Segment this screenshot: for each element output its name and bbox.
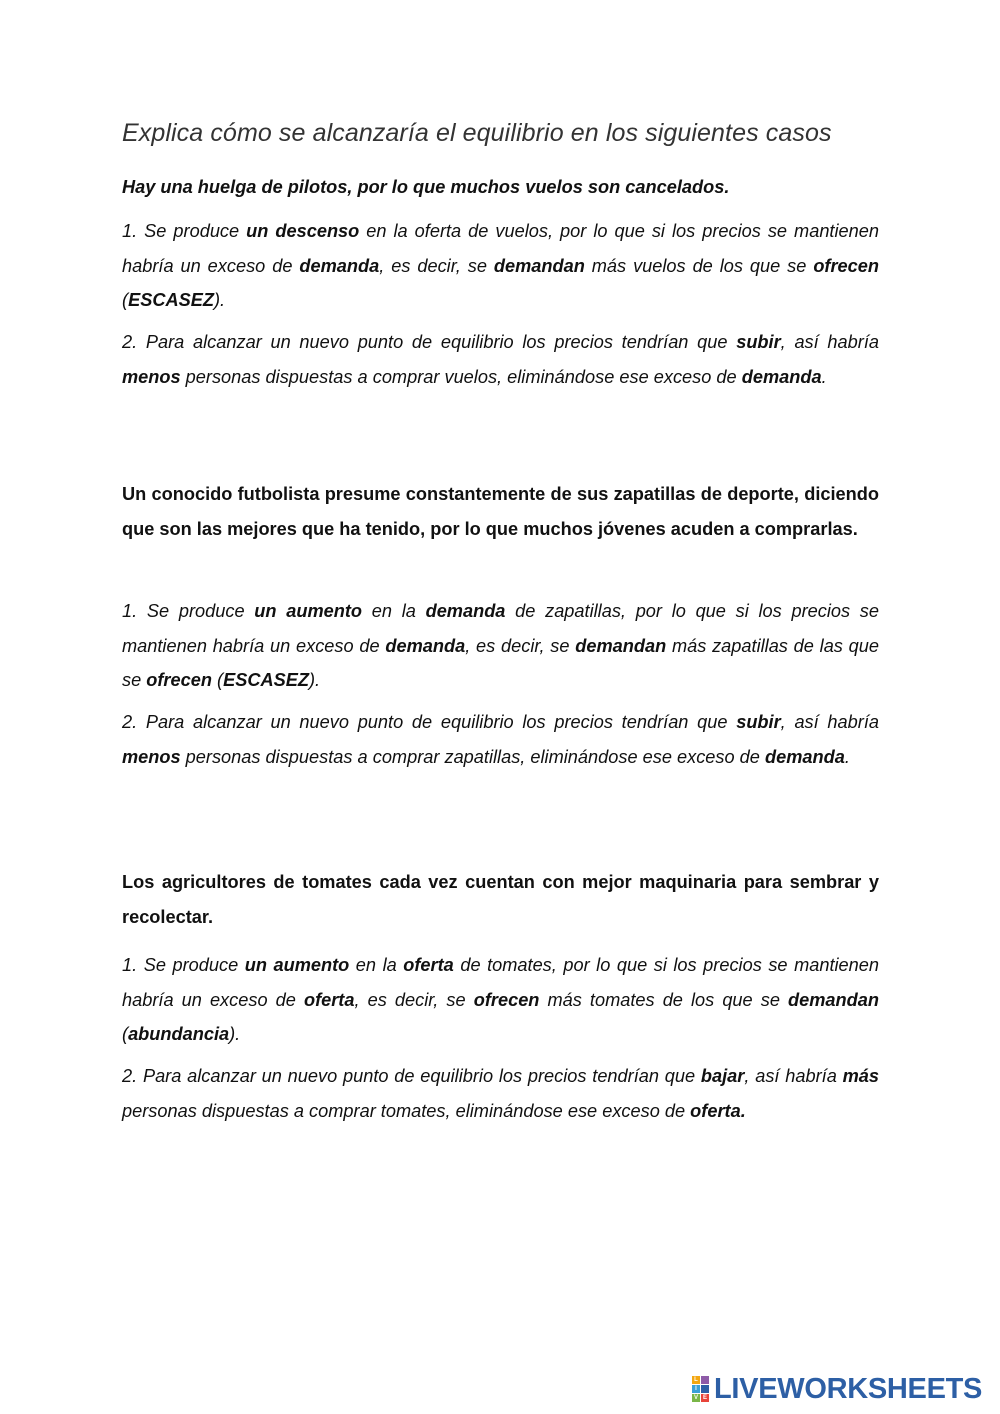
case-1-answer-2 (122, 325, 879, 394)
logo-block: E (702, 1395, 707, 1401)
page-title: Explica cómo se alcanzaría el equilibrio en los siguientes casos (122, 119, 832, 147)
case-2-answer-1 (122, 594, 879, 698)
body-text: , es decir, se (354, 989, 474, 1010)
emphasis-text: menos (122, 746, 181, 767)
body-text: de tomates, por lo que si los precios se mantienen habría un exceso de (122, 955, 880, 1010)
logo-block: V (693, 1395, 698, 1401)
case-3-answer-1 (122, 948, 879, 1052)
body-text: ( (122, 1024, 129, 1044)
logo-blocks-icon (692, 1376, 709, 1402)
body-text: más vuelos de los que se (584, 255, 814, 276)
body-text: , es decir, se (465, 635, 576, 656)
body-text: 2. Para alcanzar un nuevo punto de equilibrio los precios tendrían que (122, 1066, 701, 1086)
emphasis-text: ofrecen (146, 670, 212, 690)
emphasis-text: demanda (764, 746, 845, 767)
body-text: 1. Se produce (122, 601, 255, 621)
emphasis-text: un descenso (246, 221, 360, 241)
logo-text: LIVEWORKSHEETS (714, 1372, 983, 1405)
body-text: . (821, 366, 827, 387)
logo-block (701, 1376, 709, 1384)
logo-block (701, 1385, 709, 1393)
emphasis-text: ofrecen (813, 255, 880, 276)
emphasis-text: demandan (575, 635, 667, 656)
body-text: , es decir, se (379, 255, 494, 276)
emphasis-text: demanda (741, 366, 822, 387)
body-text: personas dispuestas a comprar tomates, eliminándose ese exceso de (122, 1100, 691, 1121)
emphasis-text: ofrecen (473, 989, 540, 1010)
body-text: ). (213, 290, 226, 310)
body-text: más zapatillas de las que se (122, 635, 880, 690)
body-text: en la oferta de vuelos, por lo que si los precios se mantienen habría un exceso de (122, 221, 879, 276)
body-text: ). (229, 1024, 241, 1044)
case-3-answer-2 (122, 1059, 879, 1128)
body-text: , así habría (780, 712, 879, 732)
body-text: ( (122, 290, 129, 310)
emphasis-text: subir (736, 332, 781, 352)
body-text: más tomates de los que se (539, 989, 789, 1010)
emphasis-text: oferta (303, 989, 355, 1010)
body-text: 1. Se produce (122, 955, 245, 975)
body-text: en la (349, 955, 404, 975)
body-text: de zapatillas, por lo que si los precios se mantienen habría un exceso de (122, 601, 880, 656)
emphasis-text: demandan (493, 255, 585, 276)
body-text: , así habría (780, 332, 879, 352)
body-text: . (844, 746, 850, 767)
emphasis-text: demanda (385, 635, 466, 656)
emphasis-text: ESCASEZ (223, 670, 309, 690)
emphasis-text: abundancia (128, 1024, 230, 1044)
logo-block: L (692, 1376, 700, 1384)
body-text: ( (211, 670, 224, 690)
body-text: ). (309, 670, 321, 690)
emphasis-text: oferta. (690, 1100, 746, 1121)
logo-block: I (692, 1385, 700, 1393)
case-3-heading: Los agricultores de tomates cada vez cuentan con mejor maquinaria para sembrar y recolectar. (122, 872, 879, 927)
emphasis-text: demanda (299, 255, 380, 276)
body-text: personas dispuestas a comprar zapatillas, eliminándose ese exceso de (180, 746, 765, 767)
emphasis-text: demandan (788, 989, 879, 1010)
case-1-answer-1 (122, 214, 879, 318)
emphasis-text: más (842, 1066, 879, 1086)
emphasis-text: subir (736, 712, 781, 732)
case-1-heading: Hay una huelga de pilotos, por lo que muchos vuelos son cancelados. (122, 177, 730, 197)
emphasis-text: menos (122, 366, 181, 387)
liveworksheets-logo (692, 1374, 982, 1404)
body-text: 2. Para alcanzar un nuevo punto de equilibrio los precios tendrían que (122, 332, 737, 352)
case-2-answer-2 (122, 705, 879, 774)
case-2-heading: Un conocido futbolista presume constantemente de sus zapatillas de deporte, diciendo que son las mejores que ha tenido, por lo que muchos jóvenes acuden a comprarlas. (122, 484, 879, 539)
emphasis-text: un aumento (244, 955, 350, 975)
emphasis-text: ESCASEZ (128, 290, 214, 310)
body-text: 1. Se produce (122, 221, 247, 241)
body-text: personas dispuestas a comprar vuelos, eliminándose ese exceso de (180, 366, 742, 387)
emphasis-text: un aumento (254, 601, 363, 621)
emphasis-text: oferta (403, 955, 454, 975)
body-text: 2. Para alcanzar un nuevo punto de equilibrio los precios tendrían que (122, 712, 737, 732)
body-text: , así habría (744, 1066, 843, 1086)
body-text: en la (362, 601, 426, 621)
emphasis-text: demanda (425, 601, 506, 621)
emphasis-text: bajar (700, 1066, 745, 1086)
